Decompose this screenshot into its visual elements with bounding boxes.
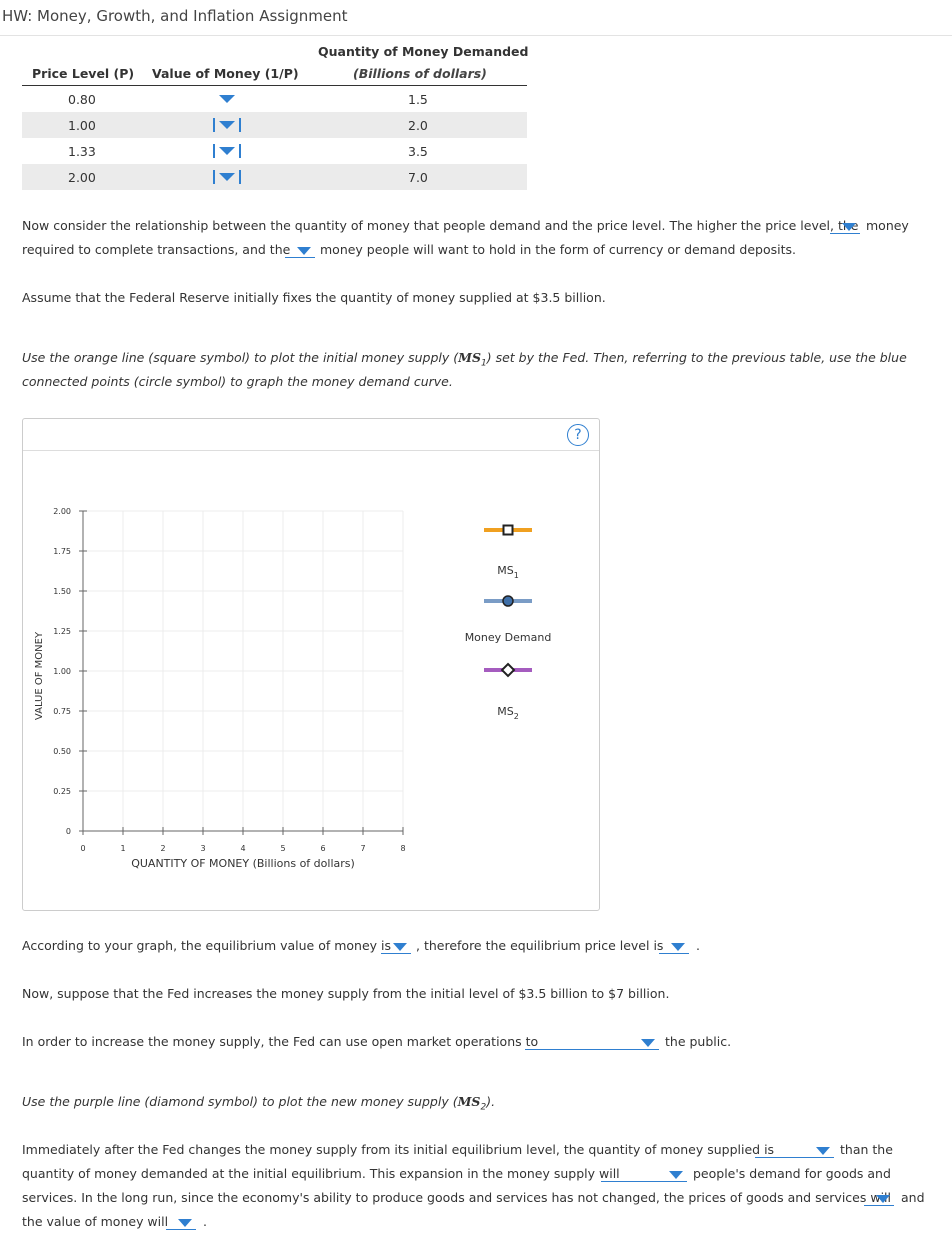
instruction-demand: connected points (circle symbol) to graph the money demand curve. [22,374,453,389]
assume-text: Assume that the Federal Reserve initially fixes the quantity of money supplied at $3.5 billion. [22,290,606,305]
square-symbol-icon [504,526,513,535]
y-tick-label: 0.75 [53,707,71,716]
q4-text-4a: the value of money will [22,1214,169,1229]
col-quantity-units: (Billions of dollars) [353,66,487,81]
chevron-down-icon [219,147,235,155]
q4-text-1b: than the [840,1142,893,1157]
price-cell: 0.80 [68,92,96,107]
q1-text-d: money people will want to hold in the form of currency or demand deposits. [320,242,796,257]
y-tick-label: 0 [65,827,71,836]
value-of-money-dropdown[interactable] [213,118,241,132]
chevron-down-icon [393,943,407,951]
legend-diamond-tool[interactable] [484,664,532,676]
price-cell: 2.00 [68,170,96,185]
circle-symbol-icon [503,596,513,606]
money-held-dropdown[interactable] [285,242,315,258]
equilibrium-price-dropdown[interactable] [659,938,689,954]
money-market-chart [23,419,599,910]
q2-text-b: , therefore the equilibrium price level is [416,938,664,953]
table-row [22,86,527,112]
legend-square-tool[interactable] [484,526,532,535]
table-row [22,112,527,138]
value-of-money-dropdown[interactable] [213,170,241,184]
q4-text-2a: quantity of money demanded at the initial equilibrium. This expansion in the money supply will [22,1166,620,1181]
price-cell: 1.00 [68,118,96,133]
chevron-down-icon [297,247,311,255]
supply-vs-demand-dropdown[interactable] [755,1142,834,1158]
open-market-dropdown[interactable] [525,1034,659,1050]
quantity-cell: 3.5 [408,144,428,159]
help-icon[interactable]: ? [567,424,589,446]
quantity-cell: 7.0 [408,170,428,185]
price-cell: 1.33 [68,144,96,159]
q1-text-b: money [866,218,909,233]
q4-text-2b: people's demand for goods and [693,1166,891,1181]
long-run-prices-dropdown[interactable] [864,1190,894,1206]
y-tick-label: 1.00 [53,667,71,676]
quantity-cell: 1.5 [408,92,428,107]
chevron-down-icon [842,223,856,231]
chevron-down-icon [178,1219,192,1227]
q3-text-b: the public. [665,1034,732,1049]
q4-text-3a: services. In the long run, since the economy's ability to produce goods and services has not changed, the prices of goods and services will [22,1190,891,1205]
q4-text-1a: Immediately after the Fed changes the money supply from its initial equilibrium level, the quantity of money supplied is [22,1142,775,1157]
q2-text-a: According to your graph, the equilibrium value of money is [22,938,392,953]
chevron-down-icon [219,95,235,103]
col-price-level-header: Price Level (P) [32,66,135,81]
q1-text-c: required to complete transactions, and the [22,242,291,257]
y-tick-label: 0.25 [53,787,71,796]
y-tick-label: 1.75 [53,547,71,556]
suppose-text: Now, suppose that the Fed increases the money supply from the initial level of $3.5 billion to $7 billion. [22,986,670,1001]
chevron-down-icon [669,1171,683,1179]
x-tick-label: 1 [120,844,126,853]
value-of-money-dropdown[interactable] [213,144,241,158]
x-tick-label: 4 [240,844,246,853]
table-row [22,138,527,164]
graph-panel [22,418,600,911]
x-tick-label: 5 [280,844,286,853]
instruction-ms1: Use the orange line (square symbol) to plot the initial money supply $(MS_1)$ set by the Fed. Then, referring to the previous table, use the blue [22,350,907,369]
x-tick-label: 8 [400,844,406,853]
q3-text-a: In order to increase the money supply, the Fed can use open market operations to [22,1034,539,1049]
instruction-ms2: Use the purple line (diamond symbol) to plot the new money supply $(MS_2)$. [22,1094,496,1113]
y-tick-label: 0.50 [53,747,71,756]
price-level-money-dropdown[interactable] [830,218,860,234]
y-tick-label: 1.50 [53,587,71,596]
chevron-down-icon [641,1039,655,1047]
x-tick-label: 6 [320,844,326,853]
q1-text-a: Now consider the relationship between the quantity of money that people demand and the price level. The higher the price level, the [22,218,859,233]
chevron-down-icon [671,943,685,951]
x-tick-label: 0 [80,844,86,853]
legend-label: $MS_2$ [497,705,519,721]
value-of-money-dropdown[interactable] [166,1214,196,1230]
x-tick-label: 2 [160,844,166,853]
value-of-money-dropdown[interactable] [213,92,241,106]
header-bar [0,0,952,36]
x-tick-label: 7 [360,844,366,853]
chevron-down-icon [219,121,235,129]
legend-label: $MS_1$ [497,564,519,580]
table-row [22,164,527,190]
y-tick-label: 2.00 [53,507,71,516]
legend-label: Money Demand [464,631,552,644]
y-tick-label: 1.25 [53,627,71,636]
x-axis-label: QUANTITY OF MONEY (Billions of dollars) [131,857,355,870]
equilibrium-value-dropdown[interactable] [381,938,411,954]
chevron-down-icon [816,1147,830,1155]
demand-effect-dropdown[interactable] [601,1166,687,1182]
y-axis-label: VALUE OF MONEY [34,631,45,721]
col-quantity-header: Quantity of Money Demanded [318,44,529,59]
diamond-symbol-icon [502,664,514,676]
chevron-down-icon [876,1195,890,1203]
chevron-down-icon [219,173,235,181]
x-tick-label: 3 [200,844,206,853]
quantity-cell: 2.0 [408,118,428,133]
page-title: HW: Money, Growth, and Inflation Assignment [2,7,348,25]
legend-circle-tool[interactable] [484,596,532,606]
q4-text-3b: and [901,1190,925,1205]
col-value-of-money-header: Value of Money (1/P) [152,66,299,81]
